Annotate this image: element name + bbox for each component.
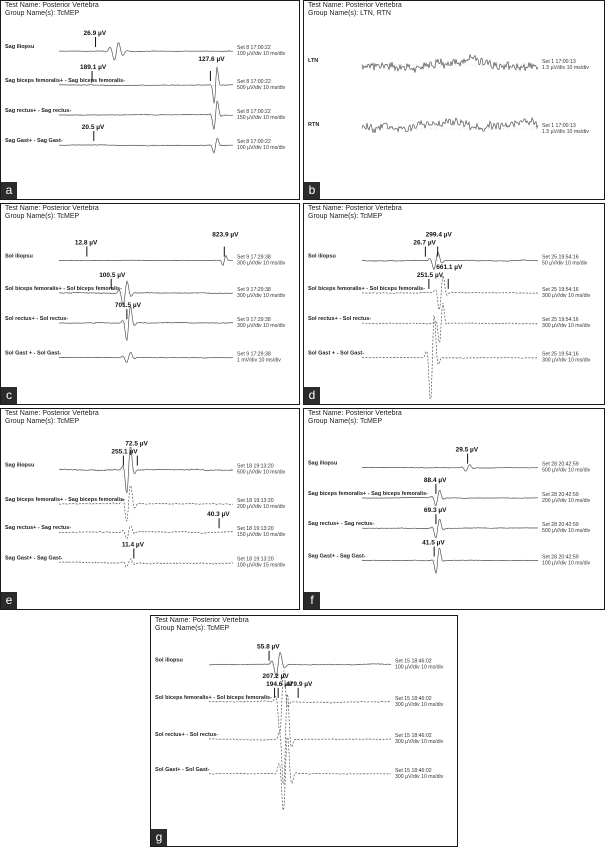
panel-c-test-name: Test Name: Posterior Vertebra bbox=[5, 205, 99, 212]
channel-settings-a-3-1: 100 µV/div 10 ms/div bbox=[237, 145, 286, 151]
panel-f-plot bbox=[304, 409, 605, 610]
channel-settings-c-1-0: Set 9 17:29:38 bbox=[237, 286, 271, 293]
channel-settings-d-0-1: 50 µV/div 10 ms/div bbox=[542, 260, 588, 267]
channel-settings-e-3-0: Set 18 19:13:20 bbox=[237, 556, 274, 563]
trace-b-1 bbox=[362, 118, 538, 133]
panel-b bbox=[303, 0, 605, 200]
channel-label-g-0: Sol iliopsu bbox=[155, 657, 183, 664]
channel-settings-b-0-0: Set 1 17:00:13 bbox=[542, 59, 576, 65]
amplitude-label-e-2-0: 40.3 µV bbox=[207, 511, 230, 519]
channel-settings-e-2-0: Set 18 19:13:20 bbox=[237, 526, 274, 533]
channel-settings-d-2-0: Set 25 19:54:16 bbox=[542, 317, 579, 324]
trace-f-0 bbox=[362, 465, 538, 471]
channel-label-c-2: Sol rectus+ - Sol rectus- bbox=[5, 316, 69, 323]
channel-settings-c-1-1: 300 µV/div 10 ms/div bbox=[237, 292, 286, 299]
channel-settings-c-3-0: Set 9 17:29:38 bbox=[237, 351, 271, 358]
channel-settings-g-1-1: 300 µV/div 10 ms/div bbox=[395, 701, 444, 708]
amplitude-label-f-0-0: 29.5 µV bbox=[455, 446, 479, 454]
channel-settings-c-2-1: 300 µV/div 10 ms/div bbox=[237, 323, 286, 330]
channel-settings-g-3-1: 300 µV/div 10 ms/div bbox=[395, 773, 444, 780]
trace-d-2 bbox=[362, 303, 538, 342]
channel-settings-a-2-0: Set 8 17:00:22 bbox=[237, 109, 271, 115]
channel-settings-d-1-1: 300 µV/div 10 ms/div bbox=[542, 292, 591, 299]
panel-f-label: f bbox=[304, 592, 320, 609]
channel-settings-g-3-0: Set 15 18:46:02 bbox=[395, 767, 432, 774]
panel-b-group-name: Group Name(s): LTN, RTN bbox=[308, 10, 391, 17]
channel-label-e-2: Sag rectus+ - Sag rectus- bbox=[5, 525, 72, 532]
channel-settings-c-2-0: Set 9 17:29:38 bbox=[237, 317, 271, 324]
channel-settings-f-2-0: Set 28 20:42:59 bbox=[542, 522, 579, 529]
channel-label-f-1: Sag biceps femoralis+ - Sag biceps femoralis- bbox=[308, 490, 428, 497]
channel-settings-f-0-1: 500 µV/div 10 ms/div bbox=[542, 467, 591, 474]
channel-settings-f-3-1: 100 µV/div 10 ms/div bbox=[542, 560, 591, 567]
panel-b-label: b bbox=[304, 182, 320, 199]
channel-settings-f-1-0: Set 28 20:42:59 bbox=[542, 491, 579, 498]
channel-label-c-0: Sol iliopsu bbox=[5, 253, 33, 260]
channel-settings-c-3-1: 1 mV/div 10 ms/div bbox=[237, 357, 281, 364]
amplitude-label-c-0-0: 12.8 µV bbox=[74, 239, 98, 247]
channel-label-f-2: Sag rectus+ - Sag rectus- bbox=[308, 521, 375, 528]
channel-settings-a-3-0: Set 8 17:00:22 bbox=[237, 139, 271, 145]
channel-settings-g-1-0: Set 15 18:46:02 bbox=[395, 695, 432, 702]
panel-a-label: a bbox=[1, 182, 17, 199]
panel-b-plot bbox=[304, 1, 605, 200]
amplitude-label-f-1-0: 88.4 µV bbox=[423, 476, 447, 484]
trace-d-3 bbox=[362, 315, 538, 398]
panel-a-test-name: Test Name: Posterior Vertebra bbox=[5, 2, 99, 9]
channel-settings-d-0-0: Set 25 19:54:16 bbox=[542, 254, 579, 261]
panel-e-group-name: Group Name(s): TcMEP bbox=[5, 418, 80, 425]
panel-c-group-name: Group Name(s): TcMEP bbox=[5, 213, 80, 220]
channel-label-b-1: RTN bbox=[308, 122, 320, 128]
channel-label-a-0: Sag iliopsu bbox=[5, 44, 35, 50]
channel-settings-d-3-1: 300 µV/div 10 ms/div bbox=[542, 357, 591, 364]
channel-label-d-0: Sol iliopsu bbox=[308, 253, 336, 260]
channel-label-c-3: Sol Gast + - Sol Gast- bbox=[5, 350, 62, 357]
panel-e-label: e bbox=[1, 592, 17, 609]
channel-label-a-1: Sag biceps femoralis+ - Sag biceps femoralis- bbox=[5, 78, 125, 84]
channel-settings-a-0-1: 100 µV/div 10 ms/div bbox=[237, 51, 286, 57]
channel-settings-e-2-1: 150 µV/div 10 ms/div bbox=[237, 532, 286, 539]
amplitude-label-d-1-1: 661.1 µV bbox=[436, 263, 463, 271]
amplitude-label-a-1-0: 189.1 µV bbox=[80, 64, 107, 71]
panel-f-test-name: Test Name: Posterior Vertebra bbox=[308, 410, 402, 417]
channel-label-f-0: Sag iliopsu bbox=[308, 460, 338, 467]
panel-d bbox=[303, 203, 605, 405]
panel-e-plot bbox=[1, 409, 300, 610]
panel-a bbox=[0, 0, 300, 200]
trace-a-3 bbox=[59, 139, 233, 153]
panel-e-test-name: Test Name: Posterior Vertebra bbox=[5, 410, 99, 417]
amplitude-label-d-0-1: 299.4 µV bbox=[425, 231, 452, 239]
trace-e-3 bbox=[59, 559, 233, 567]
amplitude-label-c-1-0: 100.5 µV bbox=[99, 271, 126, 279]
amplitude-label-a-1-1: 127.6 µV bbox=[198, 56, 225, 63]
amplitude-label-c-2-0: 701.5 µV bbox=[114, 302, 142, 310]
trace-e-0 bbox=[59, 448, 233, 494]
amplitude-label-e-0-1: 72.5 µV bbox=[125, 440, 148, 448]
channel-settings-c-0-0: Set 9 17:29:38 bbox=[237, 254, 271, 261]
channel-label-g-1: Sol biceps femoralis+ - Sol biceps femoralis- bbox=[155, 694, 272, 701]
channel-settings-g-2-0: Set 15 18:46:02 bbox=[395, 732, 432, 739]
channel-label-d-3: Sol Gast + - Sol Gast- bbox=[308, 350, 365, 357]
channel-settings-a-2-1: 150 µV/div 10 ms/div bbox=[237, 115, 286, 121]
channel-label-e-1: Sag biceps femoralis+ - Sag biceps femoralis- bbox=[5, 496, 125, 503]
channel-settings-g-2-1: 300 µV/div 10 ms/div bbox=[395, 738, 444, 745]
panel-c-plot bbox=[1, 204, 300, 405]
panel-g-group-name: Group Name(s): TcMEP bbox=[155, 625, 230, 632]
channel-label-d-2: Sol rectus+ - Sol rectus- bbox=[308, 316, 372, 323]
amplitude-label-f-3-0: 41.5 µV bbox=[422, 539, 445, 547]
channel-label-b-0: LTN bbox=[308, 58, 319, 64]
channel-settings-c-0-1: 300 µV/div 10 ms/div bbox=[237, 260, 286, 267]
trace-f-2 bbox=[362, 520, 538, 538]
channel-settings-b-1-1: 1.5 µV/div 10 ms/div bbox=[542, 129, 589, 135]
channel-settings-a-1-0: Set 8 17:00:22 bbox=[237, 79, 271, 85]
panel-f bbox=[303, 408, 605, 610]
panel-d-plot bbox=[304, 204, 605, 405]
channel-settings-a-1-1: 500 µV/div 10 ms/div bbox=[237, 85, 286, 91]
amplitude-label-e-3-0: 11.4 µV bbox=[121, 541, 145, 549]
channel-label-a-3: Sag Gast+ - Sag Gast- bbox=[5, 138, 63, 144]
amplitude-label-d-1-0: 251.5 µV bbox=[416, 271, 444, 279]
panel-g bbox=[150, 615, 458, 847]
channel-label-d-1: Sol biceps femoralis+ - Sol biceps femoralis- bbox=[308, 285, 425, 292]
panel-c bbox=[0, 203, 300, 405]
channel-settings-e-0-0: Set 18 19:13:20 bbox=[237, 463, 274, 470]
channel-label-f-3: Sag Gast+ - Sag Gast- bbox=[308, 553, 366, 560]
channel-settings-f-0-0: Set 28 20:42:59 bbox=[542, 461, 579, 468]
channel-settings-d-1-0: Set 25 19:54:16 bbox=[542, 286, 579, 293]
channel-label-a-2: Sag rectus+ - Sag rectus- bbox=[5, 108, 72, 114]
channel-label-e-3: Sag Gast+ - Sag Gast- bbox=[5, 555, 63, 562]
trace-c-0 bbox=[59, 256, 233, 266]
trace-g-0 bbox=[209, 653, 391, 677]
channel-settings-g-0-1: 100 µV/div 10 ms/div bbox=[395, 664, 444, 671]
panel-a-plot bbox=[1, 1, 300, 200]
channel-settings-e-0-1: 500 µV/div 10 ms/div bbox=[237, 469, 286, 476]
amplitude-label-a-0-0: 26.9 µV bbox=[83, 30, 107, 37]
channel-settings-e-3-1: 100 µV/div 15 ms/div bbox=[237, 562, 286, 569]
channel-settings-e-1-1: 200 µV/div 10 ms/div bbox=[237, 503, 286, 510]
channel-label-c-1: Sol biceps femoralis+ - Sol biceps femoralis- bbox=[5, 285, 122, 292]
channel-settings-d-2-1: 300 µV/div 10 ms/div bbox=[542, 323, 591, 330]
amplitude-label-g-1-0: 194.6 µV bbox=[266, 680, 293, 688]
channel-label-e-0: Sag iliopsu bbox=[5, 462, 35, 469]
panel-e bbox=[0, 408, 300, 610]
channel-settings-f-3-0: Set 28 20:42:59 bbox=[542, 554, 579, 561]
amplitude-label-d-0-0: 26.7 µV bbox=[413, 239, 436, 247]
panel-a-group-name: Group Name(s): TcMEP bbox=[5, 10, 80, 17]
channel-settings-f-2-1: 500 µV/div 10 ms/div bbox=[542, 528, 591, 535]
amplitude-label-g-1-1: 207.2 µV bbox=[262, 672, 289, 680]
panel-d-test-name: Test Name: Posterior Vertebra bbox=[308, 205, 402, 212]
amplitude-label-a-3-0: 20.5 µV bbox=[81, 124, 105, 131]
trace-c-1 bbox=[59, 281, 233, 305]
panel-d-group-name: Group Name(s): TcMEP bbox=[308, 213, 383, 220]
channel-label-g-3: Sol Gast+ - Sol Gast- bbox=[155, 766, 210, 773]
channel-label-g-2: Sol rectus+ - Sol rectus- bbox=[155, 731, 219, 738]
channel-settings-f-1-1: 200 µV/div 10 ms/div bbox=[542, 497, 591, 504]
trace-b-0 bbox=[362, 55, 538, 73]
panel-g-label: g bbox=[151, 829, 167, 846]
panel-d-label: d bbox=[304, 387, 320, 404]
channel-settings-d-3-0: Set 25 19:54:16 bbox=[542, 351, 579, 358]
channel-settings-g-0-0: Set 15 18:46:02 bbox=[395, 658, 432, 665]
amplitude-label-e-0-0: 255.1 µV bbox=[111, 448, 138, 456]
panel-g-test-name: Test Name: Posterior Vertebra bbox=[155, 617, 249, 624]
trace-c-2 bbox=[59, 307, 233, 340]
panel-f-group-name: Group Name(s): TcMEP bbox=[308, 418, 383, 425]
channel-settings-a-0-0: Set 8 17:00:22 bbox=[237, 45, 271, 51]
panel-c-label: c bbox=[1, 387, 17, 404]
amplitude-label-g-0-0: 55.8 µV bbox=[257, 643, 280, 651]
panel-b-test-name: Test Name: Posterior Vertebra bbox=[308, 2, 402, 9]
trace-f-3 bbox=[362, 548, 538, 573]
amplitude-label-c-0-1: 823.9 µV bbox=[212, 231, 239, 239]
amplitude-label-g-1-2: 479.9 µV bbox=[286, 680, 313, 688]
channel-settings-e-1-0: Set 18 19:13:20 bbox=[237, 497, 274, 504]
panel-g-plot bbox=[151, 616, 458, 847]
channel-settings-b-1-0: Set 1 17:00:13 bbox=[542, 123, 576, 129]
trace-a-1 bbox=[59, 67, 233, 104]
channel-settings-b-0-1: 1.5 µV/div 10 ms/div bbox=[542, 65, 589, 71]
amplitude-label-f-2-0: 69.3 µV bbox=[423, 507, 447, 515]
